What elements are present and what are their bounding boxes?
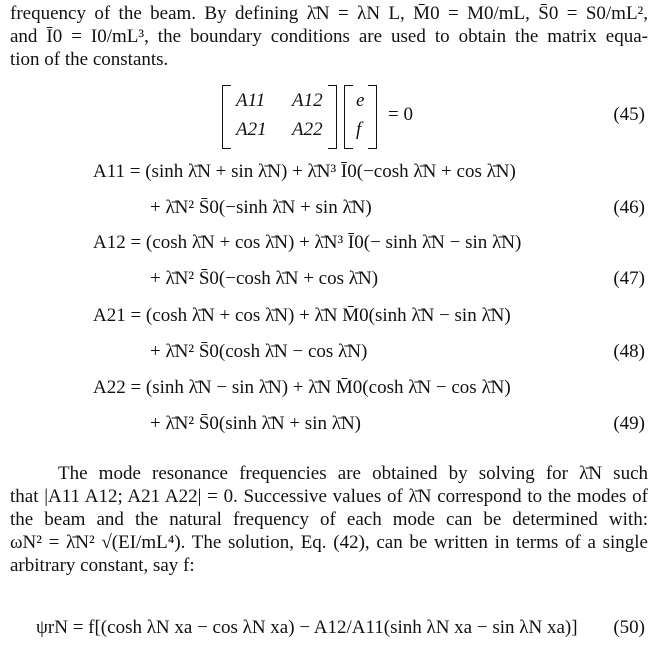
eq48-line2: + λ̄N² S̄0(cosh λ̄N − cos λ̄N) [150, 341, 368, 362]
eq-number-50: (50) [613, 617, 645, 638]
matrix-a12: A12 [292, 90, 323, 111]
matrix-a11: A11 [236, 90, 266, 111]
eq46-line2: + λ̄N² S̄0(−sinh λ̄N + sin λ̄N) [150, 197, 372, 218]
modes-line-2: that |A11 A12; A21 A22| = 0. Successive values of λ̄N correspond to the modes of [10, 486, 648, 507]
eq49-line1: A22 = (sinh λ̄N − sin λ̄N) + λ̄N M̄0(cosh λ̄N − cos λ̄N) [93, 377, 511, 398]
vector-right-bracket [368, 85, 377, 149]
eq47-line1: A12 = (cosh λ̄N + cos λ̄N) + λ̄N³ Ī0(− sinh λ̄N − sin λ̄N) [93, 232, 522, 253]
modes-line-4: ωN² = λ̄N² √(EI/mL⁴). The solution, Eq. (42), can be written in terms of a single [10, 532, 648, 553]
matrix-right-bracket [328, 85, 337, 149]
eq49-line2: + λ̄N² S̄0(sinh λ̄N + sin λ̄N) [150, 413, 361, 434]
vector-e: e [356, 90, 365, 111]
eq-number-45: (45) [613, 104, 645, 125]
eq-number-49: (49) [613, 413, 645, 434]
eq-number-47: (47) [613, 268, 645, 289]
vector-left-bracket [344, 85, 353, 149]
eq-number-46: (46) [613, 197, 645, 218]
vector-f: f [356, 119, 362, 140]
eq50: ψrN = f[(cosh λN xa − cos λN xa) − A12/A11(sinh λN xa − sin λN xa)] [36, 617, 578, 638]
intro-line-2: and Ī0 = I0/mL³, the boundary conditions are used to obtain the matrix equa- [10, 26, 648, 47]
matrix-a21: A21 [236, 119, 267, 140]
eq48-line1: A21 = (cosh λ̄N + cos λ̄N) + λ̄N M̄0(sinh λ̄N − sin λ̄N) [93, 305, 511, 326]
intro-line-1: frequency of the beam. By defining λ̄N = λN L, M̄0 = M0/mL, S̄0 = S0/mL², [10, 3, 648, 24]
modes-line-1: The mode resonance frequencies are obtained by solving for λ̄N such [58, 463, 648, 484]
paragraph-intro [10, 2, 648, 71]
matrix-left-bracket [222, 85, 231, 149]
paragraph-modes [10, 462, 648, 577]
eq-number-48: (48) [613, 341, 645, 362]
eq46-line1: A11 = (sinh λ̄N + sin λ̄N) + λ̄N³ Ī0(−cosh λ̄N + cos λ̄N) [93, 161, 516, 182]
matrix-rhs: = 0 [388, 104, 413, 125]
modes-line-3: the beam and the natural frequency of each mode can be determined with: [10, 509, 648, 530]
modes-line-5: arbitrary constant, say f: [10, 555, 195, 576]
eq47-line2: + λ̄N² S̄0(−cosh λ̄N + cos λ̄N) [150, 268, 379, 289]
intro-line-3: tion of the constants. [10, 49, 169, 70]
matrix-a22: A22 [292, 119, 323, 140]
